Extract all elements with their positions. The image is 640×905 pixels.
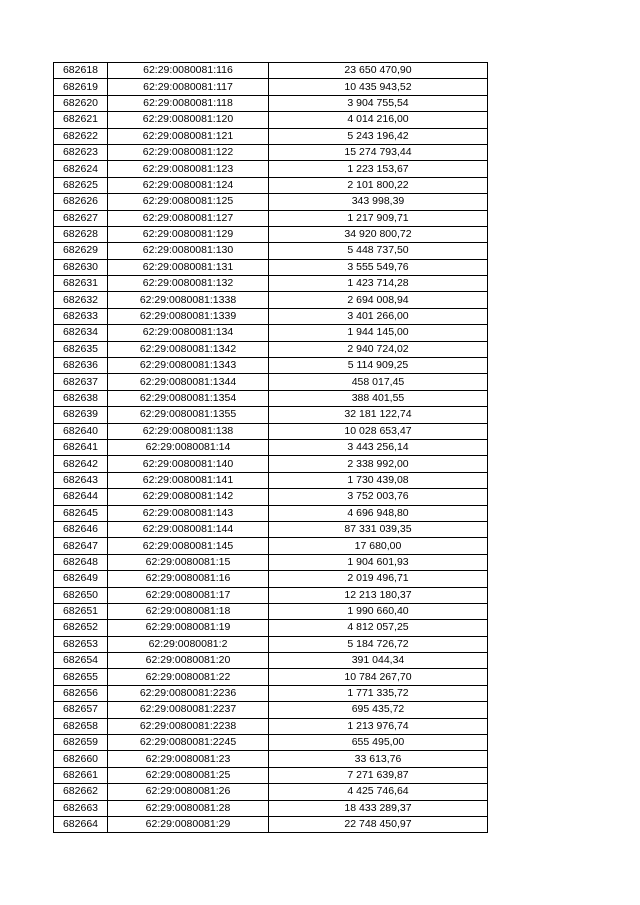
cadastral-value-cell: 4 812 057,25	[269, 620, 488, 636]
table-row	[54, 685, 488, 701]
table-row	[54, 767, 488, 783]
row-number-cell: 682654	[54, 653, 108, 669]
cadastral-value-cell: 695 435,72	[269, 702, 488, 718]
cadastral-number-cell: 62:29:0080081:123	[108, 161, 269, 177]
cadastral-number-cell: 62:29:0080081:125	[108, 194, 269, 210]
row-number-cell: 682630	[54, 259, 108, 275]
cadastral-value-cell: 12 213 180,37	[269, 587, 488, 603]
table-row	[54, 226, 488, 242]
cadastral-number-cell: 62:29:0080081:145	[108, 538, 269, 554]
cadastral-value-cell: 15 274 793,44	[269, 144, 488, 160]
row-number-cell: 682659	[54, 735, 108, 751]
cadastral-value-cell: 5 184 726,72	[269, 636, 488, 652]
table-row	[54, 784, 488, 800]
row-number-cell: 682639	[54, 407, 108, 423]
cadastral-value-cell: 32 181 122,74	[269, 407, 488, 423]
cadastral-number-cell: 62:29:0080081:127	[108, 210, 269, 226]
cadastral-number-cell: 62:29:0080081:1342	[108, 341, 269, 357]
table-row	[54, 259, 488, 275]
row-number-cell: 682636	[54, 358, 108, 374]
cadastral-value-cell: 388 401,55	[269, 390, 488, 406]
row-number-cell: 682642	[54, 456, 108, 472]
table-row	[54, 554, 488, 570]
cadastral-number-cell: 62:29:0080081:2	[108, 636, 269, 652]
cadastral-value-cell: 23 650 470,90	[269, 63, 488, 79]
table-row	[54, 472, 488, 488]
table-row	[54, 341, 488, 357]
cadastral-number-cell: 62:29:0080081:29	[108, 816, 269, 832]
row-number-cell: 682631	[54, 276, 108, 292]
cadastral-value-cell: 18 433 289,37	[269, 800, 488, 816]
cadastral-number-cell: 62:29:0080081:124	[108, 177, 269, 193]
cadastral-value-cell: 17 680,00	[269, 538, 488, 554]
cadastral-number-cell: 62:29:0080081:1354	[108, 390, 269, 406]
row-number-cell: 682633	[54, 308, 108, 324]
cadastral-value-cell: 2 019 496,71	[269, 571, 488, 587]
row-number-cell: 682657	[54, 702, 108, 718]
cadastral-value-cell: 3 555 549,76	[269, 259, 488, 275]
cadastral-number-cell: 62:29:0080081:17	[108, 587, 269, 603]
cadastral-number-cell: 62:29:0080081:2237	[108, 702, 269, 718]
row-number-cell: 682624	[54, 161, 108, 177]
cadastral-value-cell: 87 331 039,35	[269, 521, 488, 537]
cadastral-value-cell: 7 271 639,87	[269, 767, 488, 783]
table-row	[54, 325, 488, 341]
row-number-cell: 682662	[54, 784, 108, 800]
table-row	[54, 144, 488, 160]
row-number-cell: 682644	[54, 489, 108, 505]
cadastral-value-cell: 655 495,00	[269, 735, 488, 751]
table-row	[54, 751, 488, 767]
table-row	[54, 210, 488, 226]
cadastral-number-cell: 62:29:0080081:131	[108, 259, 269, 275]
cadastral-value-cell: 33 613,76	[269, 751, 488, 767]
cadastral-number-cell: 62:29:0080081:15	[108, 554, 269, 570]
cadastral-number-cell: 62:29:0080081:26	[108, 784, 269, 800]
row-number-cell: 682649	[54, 571, 108, 587]
row-number-cell: 682618	[54, 63, 108, 79]
cadastral-value-cell: 343 998,39	[269, 194, 488, 210]
table-row	[54, 603, 488, 619]
cadastral-number-cell: 62:29:0080081:141	[108, 472, 269, 488]
row-number-cell: 682628	[54, 226, 108, 242]
cadastral-number-cell: 62:29:0080081:28	[108, 800, 269, 816]
cadastral-number-cell: 62:29:0080081:16	[108, 571, 269, 587]
table-row	[54, 407, 488, 423]
row-number-cell: 682632	[54, 292, 108, 308]
cadastral-value-cell: 2 940 724,02	[269, 341, 488, 357]
cadastral-value-cell: 5 243 196,42	[269, 128, 488, 144]
row-number-cell: 682641	[54, 439, 108, 455]
row-number-cell: 682646	[54, 521, 108, 537]
cadastral-value-cell: 3 443 256,14	[269, 439, 488, 455]
table-row	[54, 276, 488, 292]
cadastral-number-cell: 62:29:0080081:118	[108, 95, 269, 111]
table-row	[54, 505, 488, 521]
table-row	[54, 538, 488, 554]
cadastral-number-cell: 62:29:0080081:142	[108, 489, 269, 505]
cadastral-value-cell: 1 904 601,93	[269, 554, 488, 570]
cadastral-number-cell: 62:29:0080081:1344	[108, 374, 269, 390]
table-row	[54, 423, 488, 439]
cadastral-number-cell: 62:29:0080081:144	[108, 521, 269, 537]
cadastral-number-cell: 62:29:0080081:22	[108, 669, 269, 685]
cadastral-number-cell: 62:29:0080081:140	[108, 456, 269, 472]
table-row	[54, 456, 488, 472]
table-row	[54, 636, 488, 652]
row-number-cell: 682625	[54, 177, 108, 193]
row-number-cell: 682661	[54, 767, 108, 783]
cadastral-value-cell: 3 401 266,00	[269, 308, 488, 324]
cadastral-number-cell: 62:29:0080081:25	[108, 767, 269, 783]
row-number-cell: 682619	[54, 79, 108, 95]
row-number-cell: 682648	[54, 554, 108, 570]
row-number-cell: 682655	[54, 669, 108, 685]
cadastral-value-cell: 458 017,45	[269, 374, 488, 390]
table-row	[54, 358, 488, 374]
row-number-cell: 682640	[54, 423, 108, 439]
row-number-cell: 682638	[54, 390, 108, 406]
row-number-cell: 682645	[54, 505, 108, 521]
cadastral-value-cell: 4 014 216,00	[269, 112, 488, 128]
cadastral-value-cell: 2 694 008,94	[269, 292, 488, 308]
row-number-cell: 682629	[54, 243, 108, 259]
cadastral-number-cell: 62:29:0080081:117	[108, 79, 269, 95]
cadastral-value-cell: 1 730 439,08	[269, 472, 488, 488]
cadastral-number-cell: 62:29:0080081:130	[108, 243, 269, 259]
cadastral-number-cell: 62:29:0080081:20	[108, 653, 269, 669]
cadastral-value-cell: 10 028 653,47	[269, 423, 488, 439]
table-row	[54, 620, 488, 636]
table-row	[54, 521, 488, 537]
cadastral-value-cell: 5 114 909,25	[269, 358, 488, 374]
table-row	[54, 735, 488, 751]
row-number-cell: 682634	[54, 325, 108, 341]
row-number-cell: 682658	[54, 718, 108, 734]
row-number-cell: 682626	[54, 194, 108, 210]
table-row	[54, 587, 488, 603]
cadastral-number-cell: 62:29:0080081:23	[108, 751, 269, 767]
cadastral-number-cell: 62:29:0080081:18	[108, 603, 269, 619]
cadastral-number-cell: 62:29:0080081:129	[108, 226, 269, 242]
table-row	[54, 194, 488, 210]
cadastral-value-cell: 10 784 267,70	[269, 669, 488, 685]
cadastral-number-cell: 62:29:0080081:143	[108, 505, 269, 521]
row-number-cell: 682647	[54, 538, 108, 554]
cadastral-number-cell: 62:29:0080081:1339	[108, 308, 269, 324]
cadastral-number-cell: 62:29:0080081:116	[108, 63, 269, 79]
table-row	[54, 161, 488, 177]
row-number-cell: 682656	[54, 685, 108, 701]
cadastral-value-cell: 2 338 992,00	[269, 456, 488, 472]
row-number-cell: 682652	[54, 620, 108, 636]
table-row	[54, 243, 488, 259]
cadastral-number-cell: 62:29:0080081:14	[108, 439, 269, 455]
table-row	[54, 571, 488, 587]
cadastral-number-cell: 62:29:0080081:2236	[108, 685, 269, 701]
table-row	[54, 702, 488, 718]
row-number-cell: 682621	[54, 112, 108, 128]
cadastral-number-cell: 62:29:0080081:2238	[108, 718, 269, 734]
table-row	[54, 374, 488, 390]
cadastral-value-cell: 1 223 153,67	[269, 161, 488, 177]
row-number-cell: 682635	[54, 341, 108, 357]
cadastral-value-cell: 1 771 335,72	[269, 685, 488, 701]
cadastral-value-cell: 1 944 145,00	[269, 325, 488, 341]
row-number-cell: 682627	[54, 210, 108, 226]
cadastral-number-cell: 62:29:0080081:19	[108, 620, 269, 636]
table-row	[54, 95, 488, 111]
table-row	[54, 800, 488, 816]
cadastral-number-cell: 62:29:0080081:1343	[108, 358, 269, 374]
cadastral-value-cell: 3 904 755,54	[269, 95, 488, 111]
cadastral-number-cell: 62:29:0080081:138	[108, 423, 269, 439]
cadastral-number-cell: 62:29:0080081:2245	[108, 735, 269, 751]
cadastral-value-cell: 4 696 948,80	[269, 505, 488, 521]
cadastral-number-cell: 62:29:0080081:132	[108, 276, 269, 292]
table-row	[54, 669, 488, 685]
cadastral-value-cell: 1 423 714,28	[269, 276, 488, 292]
cadastral-number-cell: 62:29:0080081:134	[108, 325, 269, 341]
table-row	[54, 112, 488, 128]
row-number-cell: 682643	[54, 472, 108, 488]
table-row	[54, 177, 488, 193]
cadastral-number-cell: 62:29:0080081:120	[108, 112, 269, 128]
cadastral-value-cell: 10 435 943,52	[269, 79, 488, 95]
cadastral-value-table	[53, 62, 488, 833]
cadastral-value-cell: 1 213 976,74	[269, 718, 488, 734]
row-number-cell: 682660	[54, 751, 108, 767]
table-row	[54, 292, 488, 308]
row-number-cell: 682620	[54, 95, 108, 111]
table-row	[54, 489, 488, 505]
cadastral-value-cell: 1 990 660,40	[269, 603, 488, 619]
table-row	[54, 439, 488, 455]
table-row	[54, 390, 488, 406]
row-number-cell: 682623	[54, 144, 108, 160]
row-number-cell: 682637	[54, 374, 108, 390]
cadastral-value-cell: 5 448 737,50	[269, 243, 488, 259]
cadastral-value-cell: 391 044,34	[269, 653, 488, 669]
row-number-cell: 682663	[54, 800, 108, 816]
cadastral-value-cell: 4 425 746,64	[269, 784, 488, 800]
cadastral-value-cell: 34 920 800,72	[269, 226, 488, 242]
row-number-cell: 682651	[54, 603, 108, 619]
cadastral-value-cell: 1 217 909,71	[269, 210, 488, 226]
row-number-cell: 682653	[54, 636, 108, 652]
cadastral-number-cell: 62:29:0080081:1355	[108, 407, 269, 423]
cadastral-number-cell: 62:29:0080081:122	[108, 144, 269, 160]
table-row	[54, 816, 488, 832]
cadastral-value-cell: 2 101 800,22	[269, 177, 488, 193]
row-number-cell: 682664	[54, 816, 108, 832]
table-row	[54, 653, 488, 669]
row-number-cell: 682622	[54, 128, 108, 144]
cadastral-number-cell: 62:29:0080081:121	[108, 128, 269, 144]
table-body	[54, 63, 488, 833]
table-row	[54, 128, 488, 144]
cadastral-number-cell: 62:29:0080081:1338	[108, 292, 269, 308]
table-row	[54, 79, 488, 95]
table-row	[54, 308, 488, 324]
table-row	[54, 718, 488, 734]
cadastral-value-cell: 3 752 003,76	[269, 489, 488, 505]
table-row	[54, 63, 488, 79]
cadastral-value-cell: 22 748 450,97	[269, 816, 488, 832]
row-number-cell: 682650	[54, 587, 108, 603]
